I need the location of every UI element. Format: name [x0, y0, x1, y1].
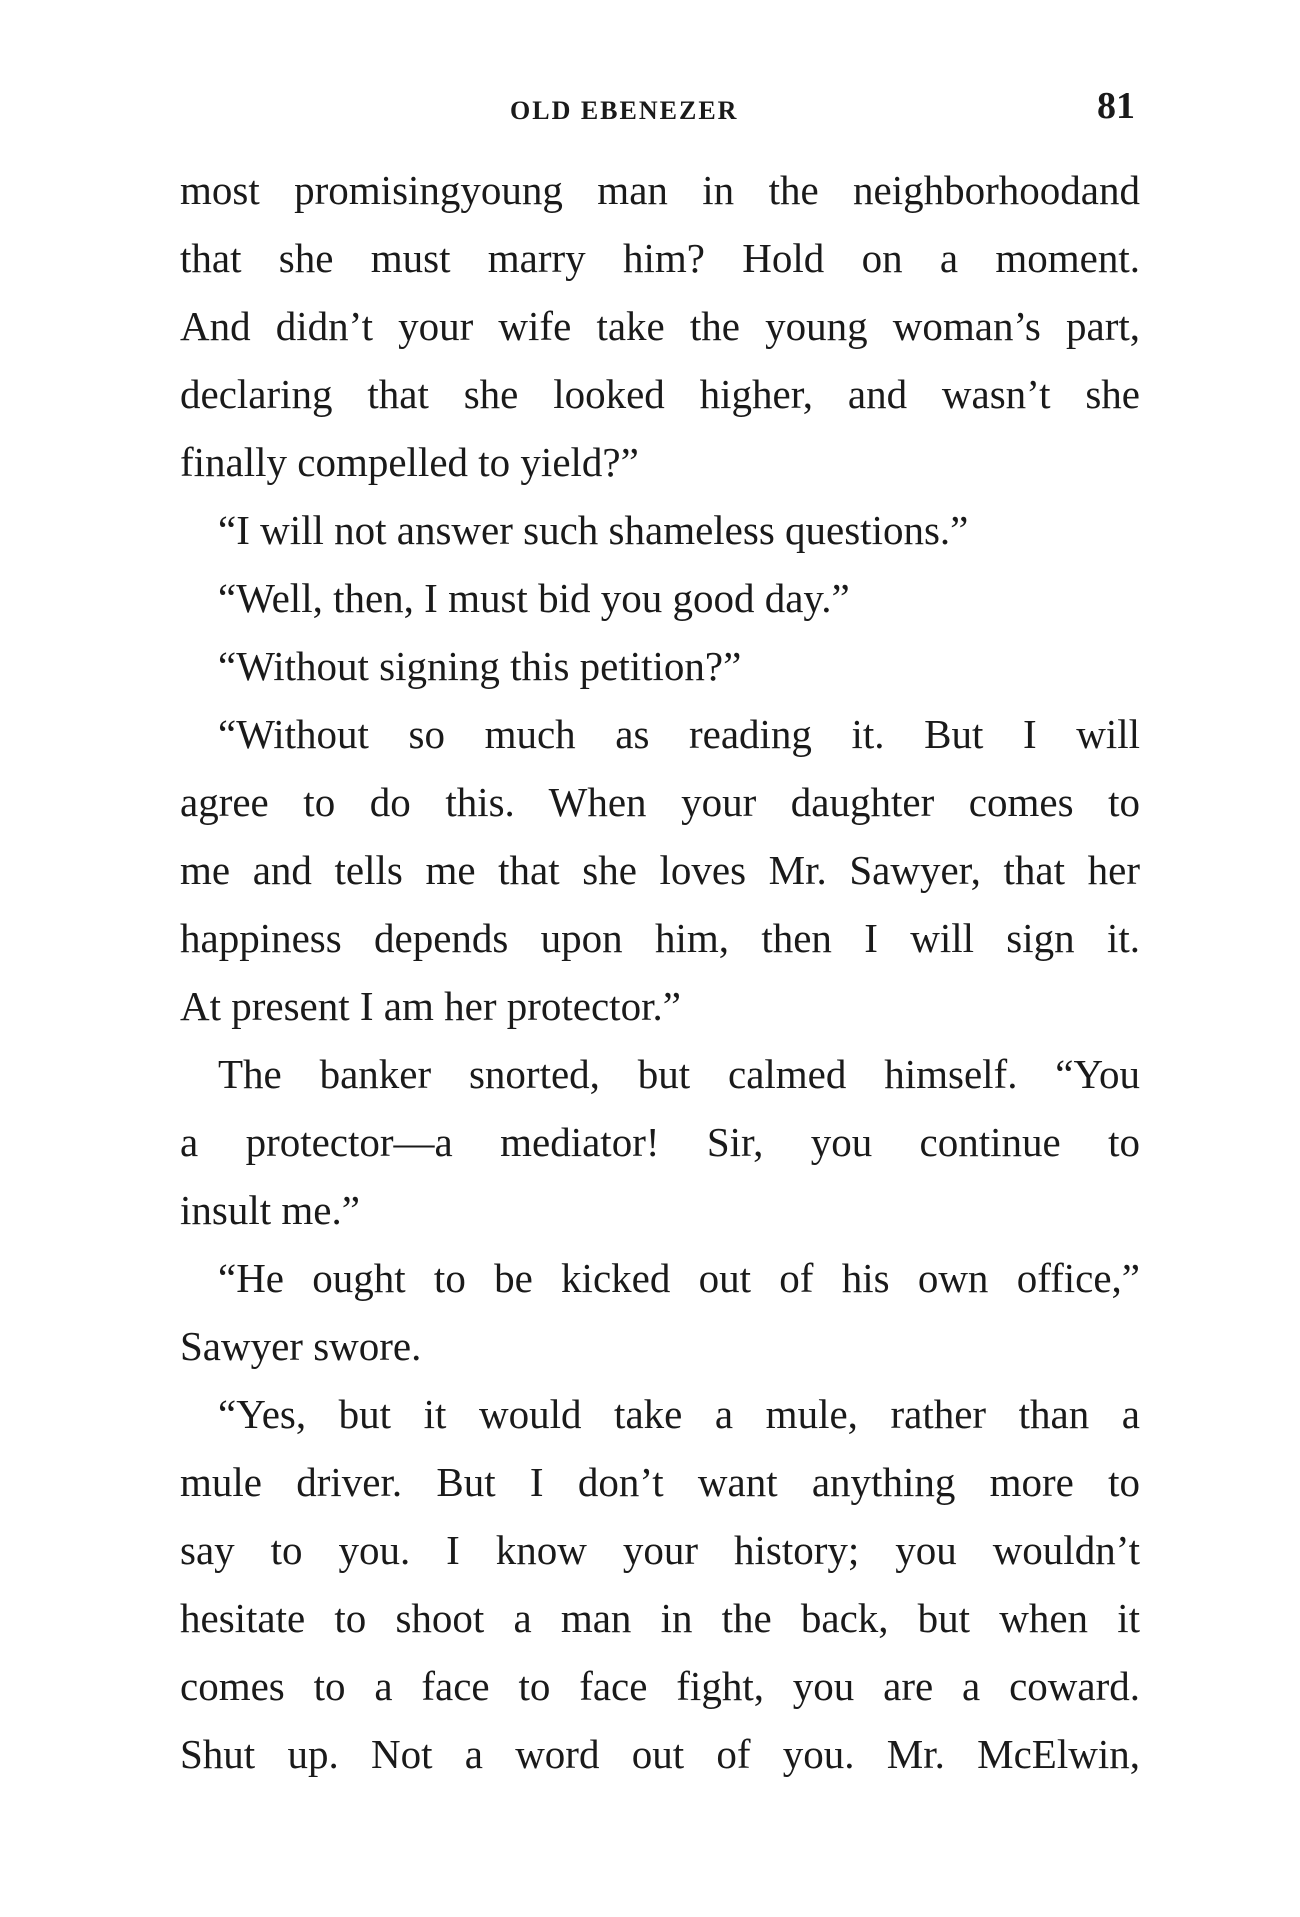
text-line: And didn’t your wife take the young woman’s part, [180, 303, 1140, 349]
running-title: OLD EBENEZER [510, 96, 739, 125]
text-line: agree to do this. When your daughter comes to [180, 779, 1140, 825]
text-line: comes to a face to face fight, you are a coward. [180, 1663, 1140, 1709]
page-number: 81 [1097, 85, 1135, 127]
text-line: Sawyer swore. [180, 1323, 422, 1369]
text-line: Shut up. Not a word out of you. Mr. McElwin, [180, 1731, 1140, 1777]
text-line: insult me.” [180, 1187, 360, 1233]
text-line: me and tells me that she loves Mr. Sawyer, that her [180, 847, 1140, 893]
running-head [180, 85, 1140, 132]
text-line: The banker snorted, but calmed himself. “You [218, 1051, 1140, 1097]
text-line: declaring that she looked higher, and wasn’t she [180, 371, 1140, 417]
text-line: finally compelled to yield?” [180, 439, 639, 485]
text-line: At present I am her protector.” [180, 983, 681, 1029]
text-line: say to you. I know your history; you wouldn’t [180, 1527, 1140, 1573]
text-line: “He ought to be kicked out of his own office,” [218, 1255, 1140, 1301]
text-line: mule driver. But I don’t want anything more to [180, 1459, 1140, 1505]
text-line: “Yes, but it would take a mule, rather than a [218, 1391, 1140, 1437]
text-line: “Without so much as reading it. But I will [218, 711, 1140, 757]
text-line: “Without signing this petition?” [218, 643, 742, 689]
text-line: a protector—a mediator! Sir, you continue to [180, 1119, 1140, 1165]
text-line: most promisingyoung man in the neighborhoodand [180, 167, 1140, 213]
text-line: “I will not answer such shameless questions.” [218, 507, 969, 553]
text-line: happiness depends upon him, then I will sign it. [180, 915, 1140, 961]
text-line: that she must marry him? Hold on a moment. [180, 235, 1140, 281]
text-line: hesitate to shoot a man in the back, but when it [180, 1595, 1140, 1641]
text-line: “Well, then, I must bid you good day.” [218, 575, 850, 621]
